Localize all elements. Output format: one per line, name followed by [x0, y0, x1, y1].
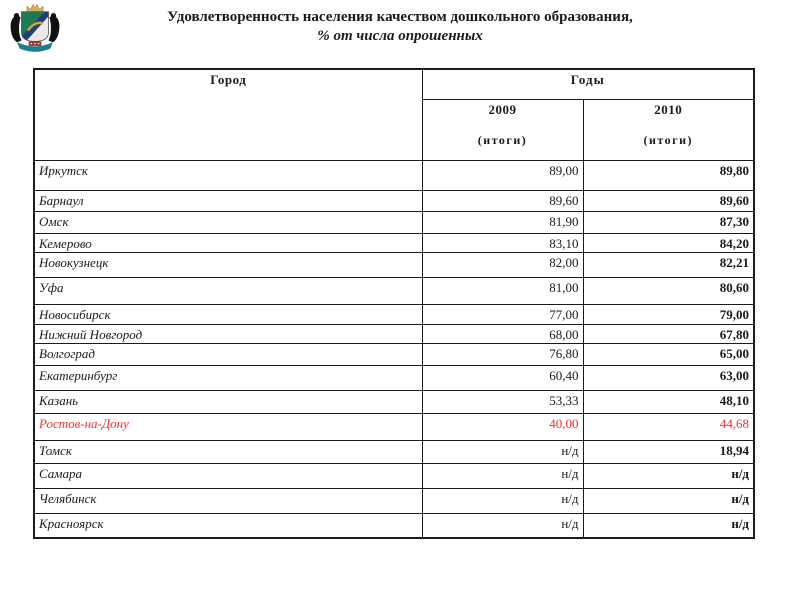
- table-row: [34, 325, 754, 344]
- value-2009-cell: 53,33: [422, 391, 583, 414]
- table-row: [34, 191, 754, 212]
- table-row: [34, 344, 754, 366]
- table-row: [34, 278, 754, 305]
- value-2010-cell: н/д: [583, 489, 754, 514]
- city-cell: Кемерово: [34, 234, 422, 253]
- value-2009-cell: 81,90: [422, 212, 583, 234]
- table-row: [34, 391, 754, 414]
- value-2009-cell: 81,00: [422, 278, 583, 305]
- city-cell: Барнаул: [34, 191, 422, 212]
- city-cell: Красноярск: [34, 514, 422, 538]
- title-line-1: Удовлетворенность населения качеством дошкольного образования,: [167, 9, 633, 25]
- value-2010-cell: 79,00: [583, 305, 754, 325]
- satisfaction-table: [33, 68, 755, 539]
- value-2009-cell: 76,80: [422, 344, 583, 366]
- header-years: Годы: [422, 69, 754, 100]
- table-row: [34, 441, 754, 464]
- value-2010-cell: 44,68: [583, 414, 754, 441]
- value-2010-cell: н/д: [583, 514, 754, 538]
- header-year-2009-label: 2009: [488, 102, 517, 117]
- value-2010-cell: 80,60: [583, 278, 754, 305]
- table-row: [34, 212, 754, 234]
- value-2010-cell: 18,94: [583, 441, 754, 464]
- city-cell: Казань: [34, 391, 422, 414]
- value-2009-cell: 89,00: [422, 161, 583, 191]
- city-cell: Челябинск: [34, 489, 422, 514]
- header-year-2010-sub: (итоги): [643, 133, 694, 147]
- header-year-2010-label: 2010: [654, 102, 683, 117]
- table-row: [34, 414, 754, 441]
- value-2009-cell: 40,00: [422, 414, 583, 441]
- table-row: [34, 253, 754, 278]
- value-2009-cell: н/д: [422, 489, 583, 514]
- value-2010-cell: 87,30: [583, 212, 754, 234]
- header-city: Город: [34, 69, 422, 161]
- value-2009-cell: н/д: [422, 464, 583, 489]
- header-year-2009-sub: (итоги): [477, 133, 528, 147]
- value-2010-cell: н/д: [583, 464, 754, 489]
- page-title: [0, 8, 800, 46]
- table-header-row-1: [34, 69, 754, 100]
- value-2010-cell: 48,10: [583, 391, 754, 414]
- city-cell: Уфа: [34, 278, 422, 305]
- city-cell: Новосибирск: [34, 305, 422, 325]
- city-cell: Ростов-на-Дону: [34, 414, 422, 441]
- city-cell: Омск: [34, 212, 422, 234]
- value-2009-cell: 83,10: [422, 234, 583, 253]
- table-row: [34, 366, 754, 391]
- city-cell: Волгоград: [34, 344, 422, 366]
- value-2010-cell: 84,20: [583, 234, 754, 253]
- city-cell: Самара: [34, 464, 422, 489]
- value-2009-cell: 68,00: [422, 325, 583, 344]
- value-2009-cell: н/д: [422, 441, 583, 464]
- value-2010-cell: 65,00: [583, 344, 754, 366]
- table-row: [34, 305, 754, 325]
- city-cell: Новокузнецк: [34, 253, 422, 278]
- table-row: [34, 489, 754, 514]
- table-row: [34, 161, 754, 191]
- header-year-2009: [422, 100, 583, 161]
- value-2010-cell: 89,80: [583, 161, 754, 191]
- table-row: [34, 464, 754, 489]
- title-line-2: % от числа опрошенных: [317, 28, 483, 44]
- value-2009-cell: 60,40: [422, 366, 583, 391]
- value-2009-cell: 77,00: [422, 305, 583, 325]
- table-row: [34, 234, 754, 253]
- table-row: [34, 514, 754, 538]
- city-cell: Иркутск: [34, 161, 422, 191]
- header-year-2010: [583, 100, 754, 161]
- city-cell: Екатеринбург: [34, 366, 422, 391]
- value-2010-cell: 67,80: [583, 325, 754, 344]
- value-2010-cell: 63,00: [583, 366, 754, 391]
- value-2009-cell: н/д: [422, 514, 583, 538]
- value-2009-cell: 89,60: [422, 191, 583, 212]
- value-2010-cell: 82,21: [583, 253, 754, 278]
- value-2010-cell: 89,60: [583, 191, 754, 212]
- value-2009-cell: 82,00: [422, 253, 583, 278]
- city-cell: Томск: [34, 441, 422, 464]
- city-cell: Нижний Новгород: [34, 325, 422, 344]
